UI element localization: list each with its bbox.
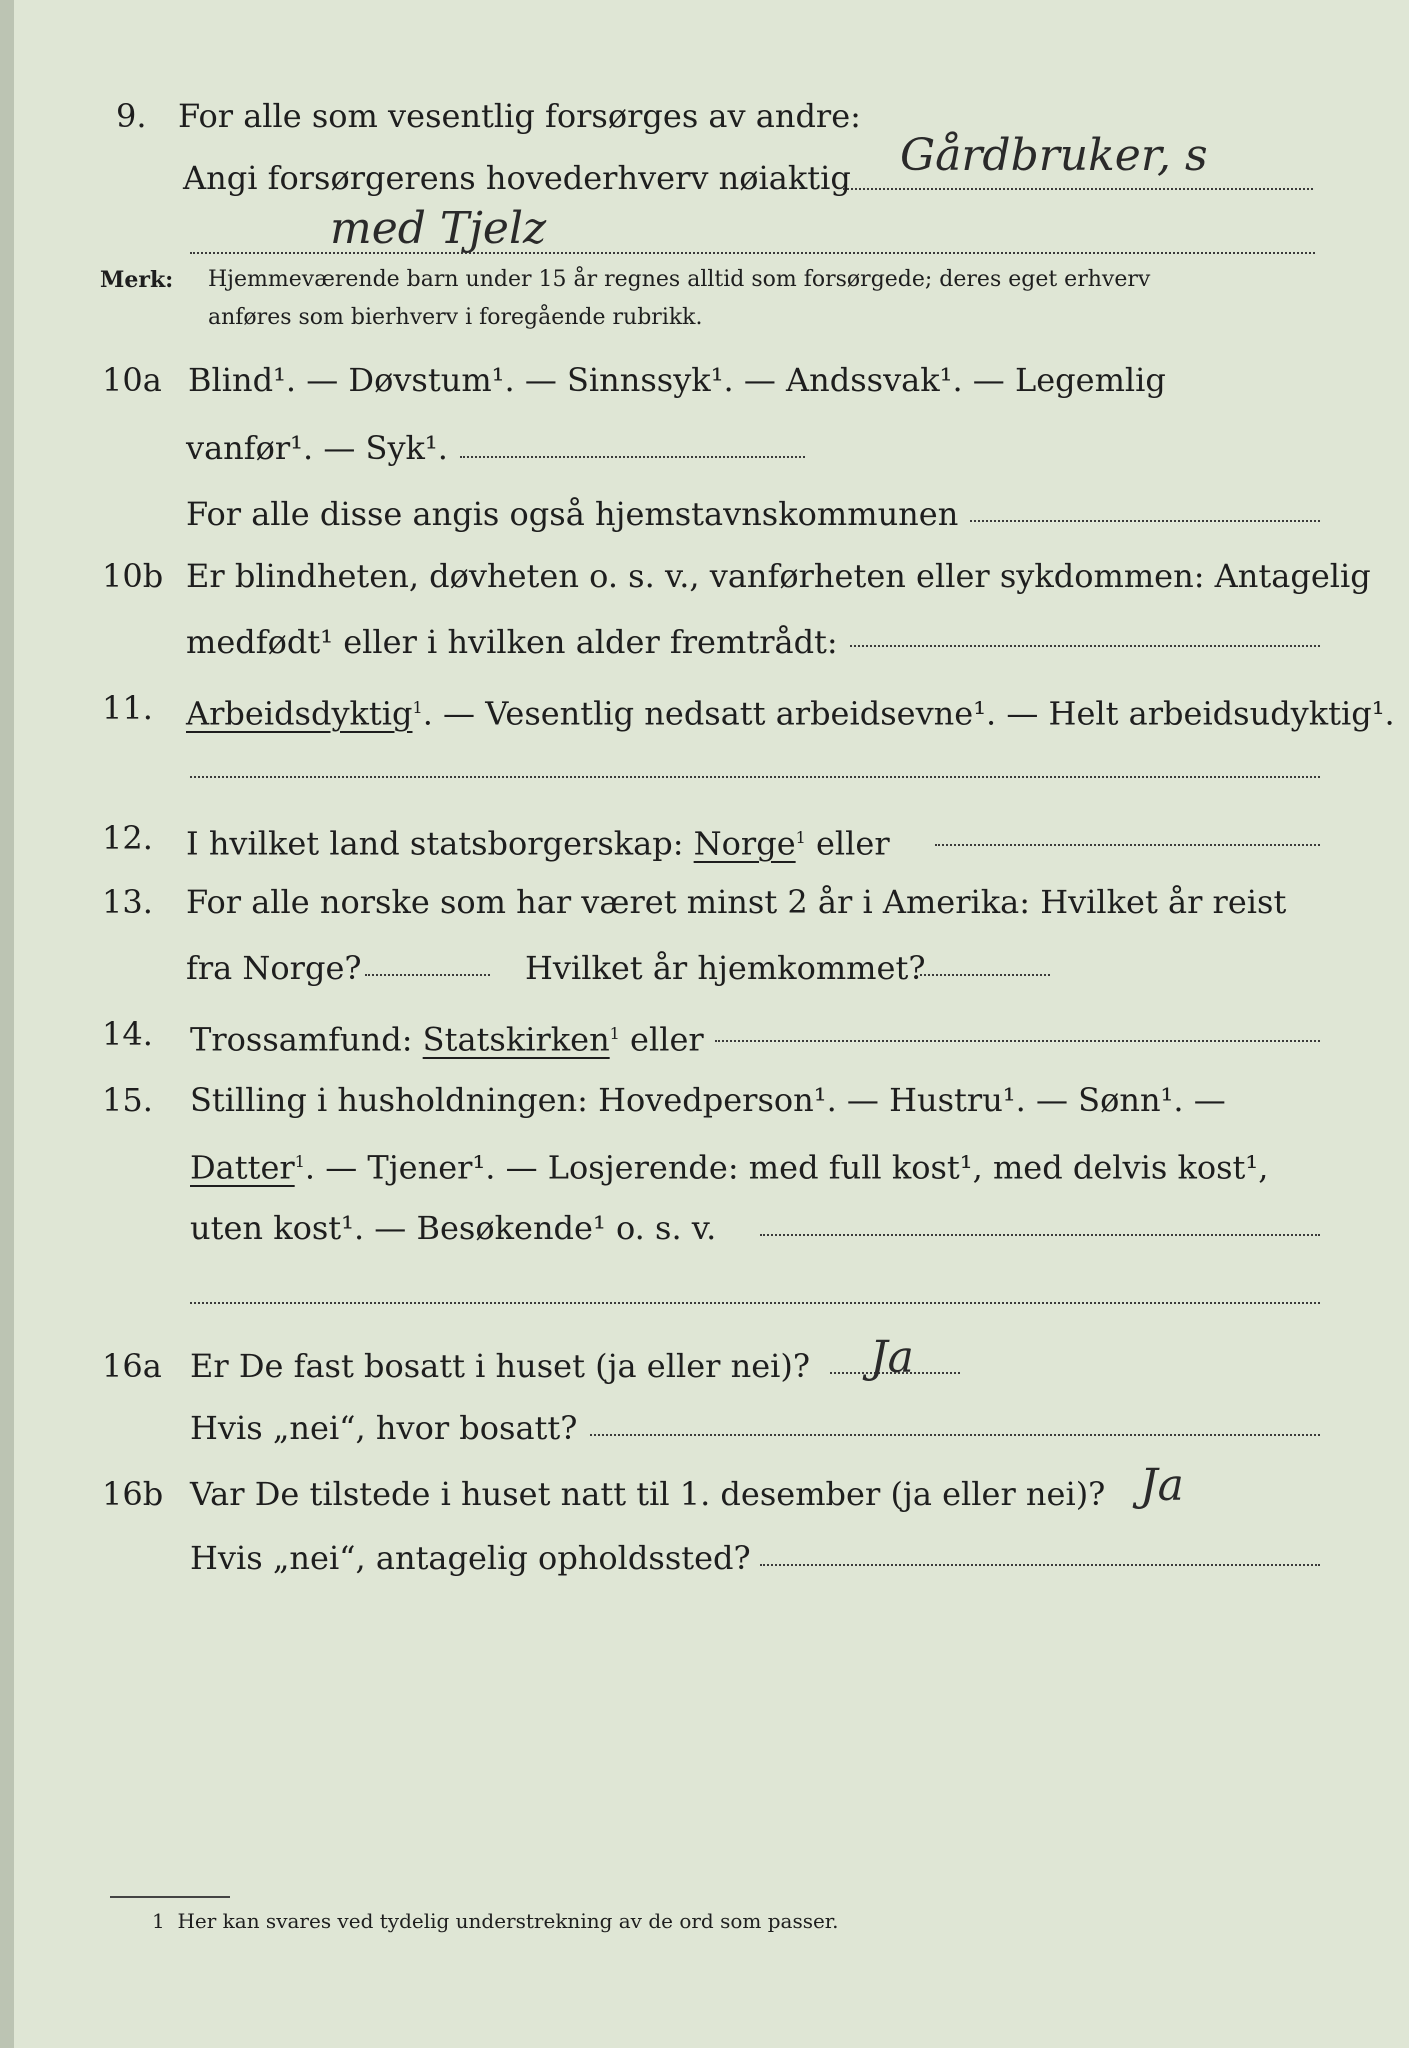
q9-answer-handwriting: Gårdbruker, s xyxy=(900,130,1208,181)
q16a-answer-line-2 xyxy=(590,1434,1320,1436)
q15-answer-line xyxy=(760,1234,1320,1236)
q12-selected: Norge xyxy=(693,824,796,863)
q10b-answer-line xyxy=(850,645,1320,647)
q14-answer-line xyxy=(715,1040,1320,1042)
q10a-line-1: Blind¹. — Døvstum¹. — Sinnssyk¹. — Andssvak¹. — Legemlig xyxy=(188,361,1166,399)
q10b-number: 10b xyxy=(102,557,164,595)
q9-prompt: Angi forsørgerens hovederhverv nøiaktig xyxy=(183,159,851,197)
q12-prompt: I hvilket land statsborgerskap: xyxy=(186,824,684,863)
q9-heading: For alle som vesentlig forsørges av andre: xyxy=(178,97,861,135)
q14-line: Trossamfund: Statskirken$^1$ eller xyxy=(190,1020,704,1059)
note-label: Merk: xyxy=(100,267,174,293)
note-line-2: anføres som bierhverv i foregående rubrikk. xyxy=(208,305,703,330)
q14-prompt: Trossamfund: xyxy=(190,1020,413,1059)
q9-answer-line xyxy=(843,188,1313,190)
q16b-line-1: Var De tilstede i huset natt til 1. desember (ja eller nei)? xyxy=(190,1475,1106,1513)
q14-suffix: eller xyxy=(630,1020,704,1059)
q13-line-2b: Hvilket år hjemkommet? xyxy=(525,949,926,987)
q16a-number: 16a xyxy=(102,1347,162,1385)
q16a-line-2: Hvis „nei“, hvor bosatt? xyxy=(190,1409,578,1447)
q15-number: 15. xyxy=(102,1081,153,1119)
footnote-rule xyxy=(110,1896,230,1898)
q11-answer-line xyxy=(190,776,1320,778)
q16b-answer-line xyxy=(760,1564,1320,1566)
q10b-line-1: Er blindheten, døvheten o. s. v., vanførheten eller sykdommen: Antagelig xyxy=(186,557,1371,595)
q10a-line-3: For alle disse angis også hjemstavnskommunen xyxy=(186,495,959,533)
q11-option-selected: Arbeidsdyktig xyxy=(186,694,413,733)
q12-answer-line xyxy=(935,844,1320,846)
q15-line-3: uten kost¹. — Besøkende¹ o. s. v. xyxy=(190,1209,717,1247)
q13-reist-line xyxy=(365,974,490,976)
q14-selected: Statskirken xyxy=(422,1020,610,1059)
q13-number: 13. xyxy=(102,883,153,921)
q16a-line-1: Er De fast bosatt i huset (ja eller nei)? xyxy=(190,1347,811,1385)
q16b-line-2: Hvis „nei“, antagelig opholdssted? xyxy=(190,1539,751,1577)
q10a-number: 10a xyxy=(102,361,162,399)
q10a-line-2: vanfør¹. — Syk¹. xyxy=(186,429,448,467)
q9-answer-handwriting-2: med Tjelz xyxy=(330,203,547,254)
q11-number: 11. xyxy=(102,689,153,727)
q10b-line-2: medfødt¹ eller i hvilken alder fremtrådt: xyxy=(186,623,838,661)
q15-line-1: Stilling i husholdningen: Hovedperson¹. — Hustru¹. — Sønn¹. — xyxy=(190,1081,1226,1119)
q15-line-2: Datter$^1$. — Tjener¹. — Losjerende: med full kost¹, med delvis kost¹, xyxy=(190,1148,1269,1187)
footnote: 1 Her kan svares ved tydelig understrekning av de ord som passer. xyxy=(152,1909,839,1933)
q16b-number: 16b xyxy=(102,1475,164,1513)
q15-answer-line-2 xyxy=(190,1302,1320,1304)
footnote-text: Her kan svares ved tydelig understrekning av de ord som passer. xyxy=(177,1909,839,1933)
q10a-kommune-line xyxy=(970,520,1320,522)
q12-number: 12. xyxy=(102,819,153,857)
q12-suffix: eller xyxy=(815,824,890,863)
q16b-answer-handwriting: Ja xyxy=(1140,1460,1184,1511)
page-edge xyxy=(0,0,14,2048)
q11-line: Arbeidsdyktig$^1$. — Vesentlig nedsatt arbeidsevne¹. — Helt arbeidsudyktig¹. xyxy=(186,694,1395,733)
q13-hjem-line xyxy=(920,974,1050,976)
note-line-1: Hjemmeværende barn under 15 år regnes alltid som forsørgede; deres eget erhverv xyxy=(208,267,1151,292)
q10a-syk-line xyxy=(460,456,805,458)
q12-line: I hvilket land statsborgerskap: Norge$^1$ eller xyxy=(186,824,890,863)
q16a-answer-handwriting: Ja xyxy=(870,1332,914,1383)
q11-rest: . — Vesentlig nedsatt arbeidsevne¹. — Helt arbeidsudyktig¹. xyxy=(422,694,1395,733)
q15-selected: Datter xyxy=(190,1148,295,1187)
q13-line-2a: fra Norge? xyxy=(186,949,362,987)
q13-line-1: For alle norske som har været minst 2 år i Amerika: Hvilket år reist xyxy=(186,883,1287,921)
q14-number: 14. xyxy=(102,1015,153,1053)
q9-number: 9. xyxy=(116,97,147,135)
q15-line-2-rest: . — Tjener¹. — Losjerende: med full kost¹, med delvis kost¹, xyxy=(304,1148,1269,1187)
